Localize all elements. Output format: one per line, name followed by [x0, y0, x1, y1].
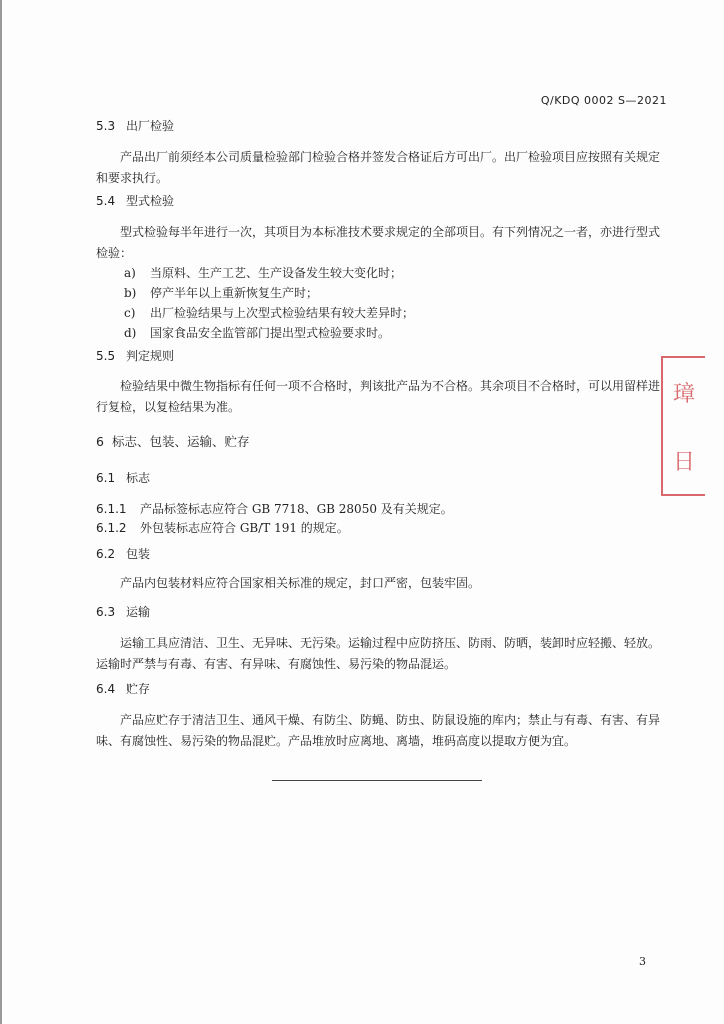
- chapter-number: 6: [96, 434, 104, 449]
- list-item: [124, 264, 402, 281]
- standard-code: Q/KDQ 0002 S—2021: [540, 94, 667, 107]
- section-number: 5.3: [96, 119, 116, 133]
- list-item: [124, 284, 318, 301]
- red-seal-stamp: [661, 356, 705, 496]
- paragraph-text: 产品内包装材料应符合国家相关标准的规定，封口严密，包装牢固。: [120, 576, 481, 590]
- section-title: 型式检验: [126, 194, 175, 208]
- section-6-3-paragraph: [96, 633, 668, 675]
- section-number: 6.1: [96, 471, 116, 485]
- stamp-char-top: 璋: [672, 381, 695, 407]
- list-text: 出厂检验结果与上次型式检验结果有较大差异时；: [150, 306, 415, 320]
- clause-text: 产品标签标志应符合 GB 7718、GB 28050 及有关规定。: [140, 502, 453, 516]
- page-number: 3: [639, 955, 646, 968]
- section-5-4-paragraph: [96, 222, 668, 264]
- stamp-char-bottom: 日: [672, 449, 695, 475]
- section-title: 判定规则: [126, 349, 175, 363]
- list-item: [124, 304, 414, 321]
- section-title: 贮存: [126, 682, 151, 696]
- paragraph-text: 产品应贮存于清洁卫生、通风干燥、有防尘、防蝇、防虫、防鼠设施的库内；禁止与有毒、有害、有异味、有腐蚀性、易污染的物品混贮。产品堆放时应离地、离墙，堆码高度以提取方便为宜。: [96, 713, 661, 748]
- end-rule: [272, 780, 482, 781]
- paragraph-text: 型式检验每半年进行一次，其项目为本标准技术要求规定的全部项目。有下列情况之一者，亦进行型式检验：: [96, 225, 661, 260]
- list-marker: b): [124, 286, 137, 300]
- list-marker: c): [124, 306, 136, 320]
- section-number: 5.4: [96, 194, 116, 208]
- section-5-3-paragraph: [96, 147, 668, 189]
- chapter-6-heading: [96, 432, 250, 450]
- section-title: 包装: [126, 547, 151, 561]
- list-item: [124, 324, 390, 341]
- section-title: 运输: [126, 605, 151, 619]
- section-5-5-heading: [96, 347, 174, 364]
- paragraph-text: 运输工具应清洁、卫生、无异味、无污染。运输过程中应防挤压、防雨、防晒，装卸时应轻搬、轻放。运输时严禁与有毒、有害、有异味、有腐蚀性、易污染的物品混运。: [96, 636, 661, 671]
- section-5-3-heading: [96, 117, 174, 134]
- section-number: 6.4: [96, 682, 116, 696]
- clause-number: 6.1.2: [96, 521, 127, 535]
- list-marker: d): [124, 326, 137, 340]
- clause-text: 外包装标志应符合 GB/T 191 的规定。: [140, 521, 349, 535]
- clause-6-1-1: [96, 500, 453, 517]
- list-text: 国家食品安全监管部门提出型式检验要求时。: [150, 326, 391, 340]
- paragraph-text: 检验结果中微生物指标有任何一项不合格时，判该批产品为不合格。其余项目不合格时，可以用留样进行复检，以复检结果为准。: [96, 379, 661, 414]
- chapter-title: 标志、包装、运输、贮存: [112, 434, 250, 449]
- list-text: 当原料、生产工艺、生产设备发生较大变化时；: [150, 266, 403, 280]
- section-6-3-heading: [96, 603, 150, 620]
- section-number: 6.2: [96, 547, 116, 561]
- list-marker: a): [124, 266, 136, 280]
- section-number: 5.5: [96, 349, 116, 363]
- paragraph-text: 产品出厂前须经本公司质量检验部门检验合格并签发合格证后方可出厂。出厂检验项目应按照有关规定和要求执行。: [96, 150, 661, 185]
- section-title: 出厂检验: [126, 119, 175, 133]
- section-6-4-paragraph: [96, 710, 668, 752]
- section-6-2-paragraph: [96, 573, 668, 594]
- section-5-4-heading: [96, 192, 174, 209]
- section-6-4-heading: [96, 680, 150, 697]
- clause-6-1-2: [96, 519, 349, 536]
- section-5-5-paragraph: [96, 376, 668, 418]
- section-number: 6.3: [96, 605, 116, 619]
- section-6-2-heading: [96, 545, 150, 562]
- section-6-1-heading: [96, 469, 150, 486]
- list-text: 停产半年以上重新恢复生产时；: [150, 286, 319, 300]
- section-title: 标志: [126, 471, 151, 485]
- clause-number: 6.1.1: [96, 502, 127, 516]
- page-left-edge: [0, 0, 2, 1024]
